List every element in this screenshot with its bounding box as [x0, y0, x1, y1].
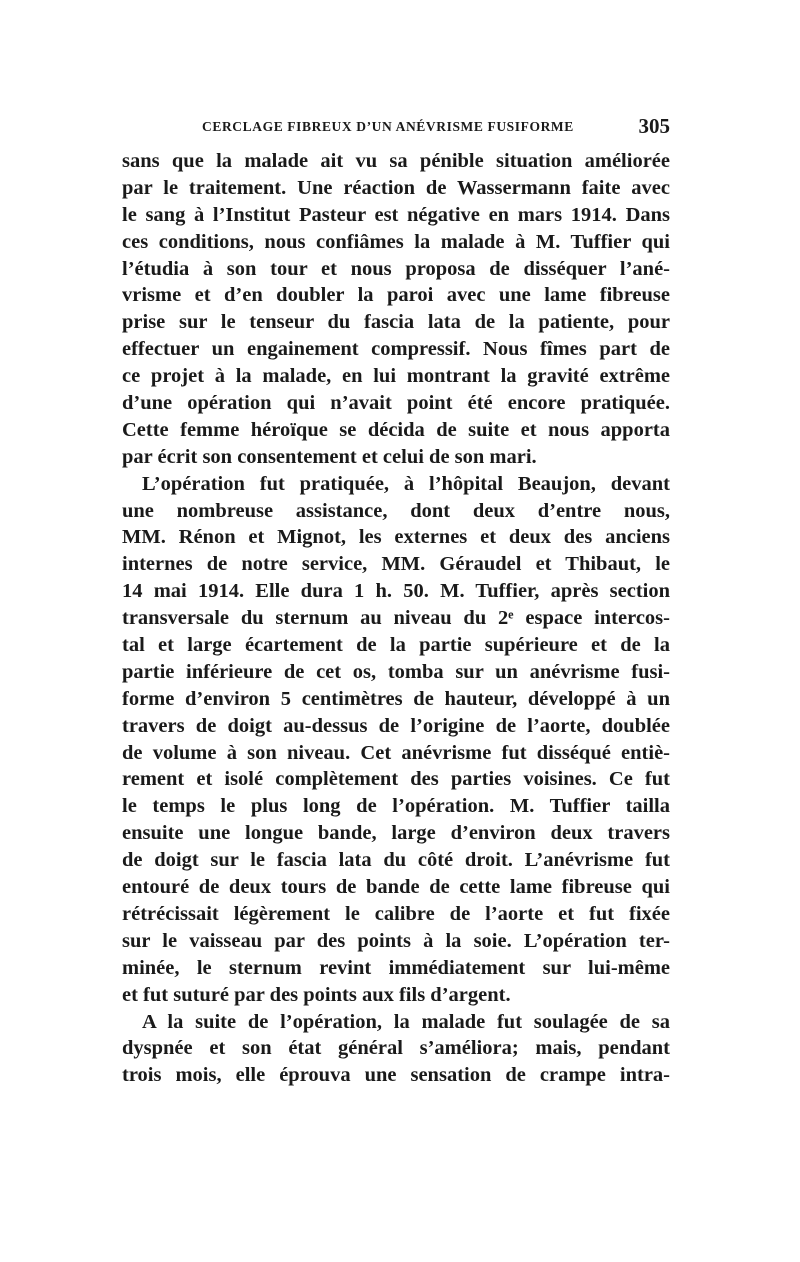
- page-number: 305: [638, 114, 670, 138]
- running-head: [122, 112, 670, 142]
- text-line: 14 mai 1914. Elle dura 1 h. 50. M. Tuffier, après section: [122, 580, 670, 603]
- text-line: sans que la malade ait vu sa pénible situation améliorée: [122, 150, 670, 172]
- text-line: vrisme et d’en doubler la paroi avec une lame fibreuse: [122, 284, 670, 307]
- text-line: Cette femme héroïque se décida de suite et nous apporta: [122, 418, 670, 441]
- text-line: ces conditions, nous confiâmes la malade à M. Tuffier qui: [122, 230, 670, 253]
- text-line: effectuer un engainement compressif. Nous fîmes part de: [122, 338, 670, 361]
- text-line: par écrit son consentement et celui de son mari.: [122, 445, 537, 468]
- text-line: partie inférieure de cet os, tomba sur un anévrisme fusi-: [122, 660, 670, 683]
- text-line: minée, le sternum revint immédiatement sur lui-même: [122, 956, 670, 979]
- text-line: internes de notre service, MM. Géraudel et Thibaut, le: [122, 553, 670, 576]
- running-title: CERCLAGE FIBREUX D’UN ANÉVRISME FUSIFORME: [202, 119, 574, 134]
- text-line: d’une opération qui n’avait point été encore pratiquée.: [122, 392, 670, 415]
- text-line: par le traitement. Une réaction de Wassermann faite avec: [122, 176, 670, 199]
- text-line: ce projet à la malade, en lui montrant la gravité extrême: [122, 365, 670, 388]
- text-line: et fut suturé par des points aux fils d’argent.: [122, 983, 511, 1006]
- body-text: [122, 148, 670, 1089]
- text-line: travers de doigt au-dessus de l’origine de l’aorte, doublée: [122, 714, 670, 737]
- paragraph: [122, 471, 670, 1009]
- text-line: une nombreuse assistance, dont deux d’entre nous,: [122, 499, 670, 522]
- text-line: L’opération fut pratiquée, à l’hôpital Beaujon, devant: [142, 472, 670, 495]
- text-line: entouré de deux tours de bande de cette lame fibreuse qui: [122, 876, 670, 899]
- text-line: trois mois, elle éprouva une sensation de crampe intra-: [122, 1064, 670, 1087]
- text-line: de doigt sur le fascia lata du côté droit. L’anévrisme fut: [122, 849, 670, 872]
- text-line: de volume à son niveau. Cet anévrisme fut disséqué entiè-: [122, 741, 670, 764]
- text-line: transversale du sternum au niveau du 2ᵉ espace intercos-: [122, 607, 670, 630]
- paragraph: [122, 148, 670, 471]
- text-line: forme d’environ 5 centimètres de hauteur, développé à un: [122, 687, 670, 710]
- text-line: prise sur le tenseur du fascia lata de la patiente, pour: [122, 311, 670, 334]
- text-line: le temps le plus long de l’opération. M. Tuffier tailla: [122, 795, 670, 818]
- text-line: rétrécissait légèrement le calibre de l’aorte et fut fixée: [122, 902, 670, 925]
- text-line: A la suite de l’opération, la malade fut soulagée de sa: [142, 1010, 670, 1033]
- text-line: MM. Rénon et Mignot, les externes et deux des anciens: [122, 526, 670, 549]
- text-line: ensuite une longue bande, large d’environ deux travers: [122, 822, 670, 845]
- text-line: rement et isolé complètement des parties voisines. Ce fut: [122, 768, 670, 791]
- text-line: sur le vaisseau par des points à la soie. L’opération ter-: [122, 929, 670, 952]
- paragraph: [122, 1009, 670, 1090]
- text-line: dyspnée et son état général s’améliora; mais, pendant: [122, 1037, 670, 1060]
- text-line: l’étudia à son tour et nous proposa de disséquer l’ané-: [122, 257, 670, 280]
- text-line: tal et large écartement de la partie supérieure et de la: [122, 634, 670, 657]
- text-line: le sang à l’Institut Pasteur est négative en mars 1914. Dans: [122, 203, 670, 226]
